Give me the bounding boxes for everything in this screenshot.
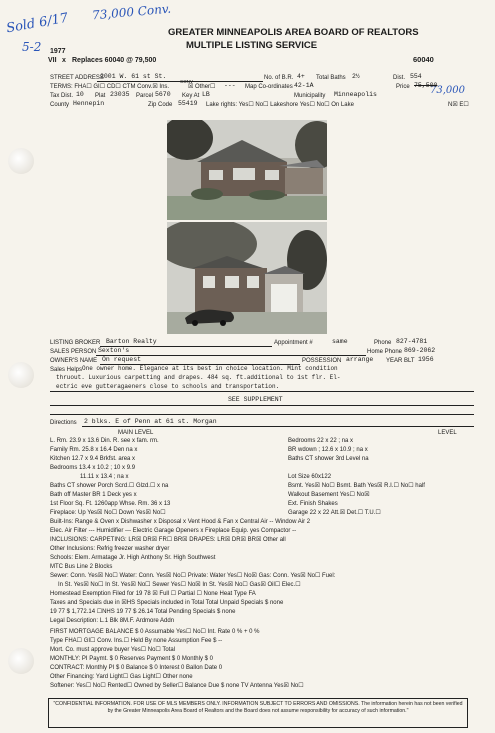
- stamp-mark: x: [62, 57, 66, 64]
- municipality-label: Municipality: [294, 93, 326, 99]
- tax-dist-value: 10: [76, 91, 84, 98]
- punch-hole-middle: [8, 362, 34, 388]
- taxes-row: Taxes and Specials due in ☒HS Specials included in Total Total Unpaid Specials $ none: [50, 600, 284, 606]
- year-built-value: 1956: [418, 356, 434, 363]
- lake-rights: Lake rights: Yes☐ No☐ Lakeshore Yes☐ No☐ On Lake: [206, 102, 354, 108]
- parcel-label: Parcel: [136, 93, 154, 99]
- fireplace-row: Fireplace: Up Yes☒ No☐ Down Yes☒ No☐: [50, 510, 166, 516]
- county-value: Hennepin: [73, 100, 105, 107]
- owner-name-value: On request: [102, 356, 142, 363]
- handwritten-price: 73,000 Conv.: [91, 1, 172, 23]
- house-photo-bottom: [167, 222, 327, 334]
- listing-number: 60040: [413, 55, 434, 64]
- bedrooms-value: 4+: [297, 73, 305, 80]
- appointment-value: same: [332, 338, 348, 345]
- confidential-disclaimer: "CONFIDENTIAL INFORMATION. FOR USE OF MLS MEMBERS ONLY. INFORMATION SUBJECT TO ERRORS AND OMISSIONS. The information herein has not been verified by the Greater Minneapolis Area Board of Realtors and the Board does not assume responsibility for accuracy of such information.": [48, 698, 468, 728]
- schools-row: Schools: Elem. Armatage Jr. High Anthony Sr. High Southwest: [50, 555, 216, 561]
- living-room-row: L. Rm. 23.9 x 13.6 Din. R. see x fam. rm.: [50, 438, 159, 444]
- sales-helps-line2: thruout. Luxurious carpetting and drapes. 484 sq. ft.additional to 1st flr. El-: [56, 374, 341, 381]
- baths-label: Total Baths: [316, 75, 346, 81]
- bedrooms-label: No. of B.R.: [264, 75, 294, 81]
- main-level-label: MAIN LEVEL: [118, 430, 154, 436]
- terms-prefix: TERMS: FHA☐ GI☐ CD☐ CTM Conv.☒ Ins.: [50, 84, 170, 90]
- sales-person-value: Sexton's: [98, 347, 130, 354]
- org-title: GREATER MINNEAPOLIS AREA BOARD OF REALTORS: [168, 27, 419, 38]
- basement-row: Bsmt. Yes☒ No☐ Bsmt. Bath Yes☒ R.I.☐ No☐ half: [288, 483, 425, 489]
- elec-row: Elec. Air Filter --- Humidifier --- Electric Garage Openers x Fireplace Equip. yes Compactor --: [50, 528, 297, 534]
- in-street-row: In St. Yes☒ No☐ In St. Yes☒ No☐ Sewer Yes☐ No☒ In St. Yes☒ No☐ Gas☒ Oil☐ Elec.☐: [58, 582, 301, 588]
- home-phone-label: Home Phone: [367, 349, 403, 355]
- kitchen-row: Kitchen 12.7 x 9.4 Brkfst. area x: [50, 456, 136, 462]
- terms-other-check: ☒ Other☐: [188, 84, 216, 90]
- district-label: Dist.: [393, 75, 405, 81]
- sewer-row: Sewer: Conn. Yes☒ No☐ Water: Conn. Yes☒ No☐ Private: Water Yes☐ No☒ Gas: Conn. Yes☒ No☐ Fuel:: [50, 573, 336, 579]
- taxes-row-2: 19 77 $ 1,772.14 ☐NHS 19 77 $ 26.14 Total Pending Specials $ none: [50, 609, 236, 615]
- mortgage-type-row: Type FHA☐ GI☐ Conv. Ins.☐ Held By none Assumption Fee $ --: [50, 638, 223, 644]
- district-value: 554: [410, 73, 422, 80]
- first-floor-row: 1st Floor Sq. Ft. 1260app Whse. Rm. 36 x 13: [50, 501, 171, 507]
- ns-check: N☒ E☐: [448, 102, 469, 108]
- street-address-value: 2001 W. 61 st St.: [100, 73, 167, 80]
- year-label: 1977: [50, 48, 66, 55]
- terms-conv: CONV: [180, 79, 194, 84]
- possession-label: POSSESSION: [302, 358, 342, 364]
- exterior-row: Ext. Finish Shakes: [288, 501, 338, 507]
- other-inclusions-row: Other Inclusions: Refrig freezer washer dryer: [50, 546, 170, 552]
- walkout-row: Walkout Basement Yes☐ No☒: [288, 492, 370, 498]
- possession-value: arrange: [346, 356, 374, 363]
- handwritten-sold: Sold 6/17: [5, 10, 70, 37]
- owner-name-label: OWNER'S NAME: [50, 358, 98, 364]
- listing-broker-label: LISTING BROKER: [50, 340, 101, 346]
- bedrooms-row-2: 11.11 x 13.4 ; na x: [80, 474, 129, 480]
- baths-value: 2½: [352, 73, 360, 80]
- sales-helps-line1: One owner home. Elegance at its best in choice location. Mint condition: [82, 365, 338, 372]
- sales-person-label: SALES PERSON: [50, 349, 97, 355]
- house-photo-top-image: [167, 120, 327, 220]
- zip-value: 55419: [178, 100, 198, 107]
- lot-size-row: Lot Size 60x122: [288, 474, 332, 480]
- handwritten-price-box: 73,000: [430, 85, 465, 96]
- zip-label: Zip Code: [148, 102, 173, 108]
- appointment-label: Appointment #: [274, 340, 313, 346]
- contract-row: CONTRACT: Monthly PI $ 0 Balance $ 0 Interest 0 Ballon Date 0: [50, 665, 223, 671]
- key-at-value: LB: [202, 91, 210, 98]
- year-built-label: YEAR BLT: [386, 358, 415, 364]
- map-coord-label: Map Co-ordinates: [245, 84, 293, 90]
- municipality-value: Minneapolis: [334, 91, 377, 98]
- lower-bedrooms-row: Bedrooms 22 x 22 ; na x: [288, 438, 354, 444]
- mortgage-buyer-row: Mort. Co. must approve buyer Yes☐ No☐ Total: [50, 647, 176, 653]
- terms-other-value: ---: [224, 82, 236, 89]
- home-phone-value: 869-2062: [404, 347, 436, 354]
- phone-value: 827-4781: [396, 338, 428, 345]
- price-value: 75,500: [414, 82, 438, 89]
- softener-row: Softener: Yes☐ No☐ Rented☐ Owned by Seller☐ Balance Due $ none TV Antenna Yes☒ No☐: [50, 683, 304, 689]
- sales-helps-label: Sales Helps: [50, 367, 83, 373]
- replaces-note: Replaces 60040 @ 79,500: [72, 57, 157, 64]
- monthly-row: MONTHLY: PI Paymt. $ 0 Reserves Payment $ 0 Monthly $ 0: [50, 656, 213, 662]
- listing-broker-value: Barton Realty: [106, 338, 157, 345]
- directions-label: Directions: [50, 420, 77, 426]
- directions-value: 2 blks. E of Penn at 61 st. Morgan: [84, 418, 217, 425]
- service-title: MULTIPLE LISTING SERVICE: [186, 40, 318, 51]
- garage-row: Garage 22 x 22 Att.☒ Det.☐ T.U.☐: [288, 510, 381, 516]
- tax-dist-label: Tax Dist.: [50, 93, 74, 99]
- punch-hole-bottom: [8, 648, 34, 674]
- phone-label: Phone: [374, 340, 392, 346]
- bedrooms-row: Bedrooms 13.4 x 10.2 ; 10 x 9.9: [50, 465, 136, 471]
- family-room-row: Family Rm. 25.8 x 16.4 Den na x: [50, 447, 138, 453]
- level-label: LEVEL: [438, 430, 457, 436]
- lower-bedrooms-row-2: BR wdown ; 12.6 x 10.9 ; na x: [288, 447, 368, 453]
- price-label: Price: [396, 84, 410, 90]
- map-coord-value: 42-1A: [294, 82, 314, 89]
- house-photo-top: [167, 120, 327, 220]
- supplement-note: SEE SUPPLEMENT: [228, 396, 283, 403]
- volume-label: VII: [48, 57, 57, 64]
- county-label: County: [50, 102, 70, 108]
- house-photo-bottom-image: [167, 222, 327, 334]
- inclusions-row: INCLUSIONS: CARPETING: LR☒ DR☒ FR☐ BR☒ DRAPES: LR☒ DR☒ BR☒ Other all: [50, 537, 286, 543]
- plat-value: 23035: [110, 91, 130, 98]
- handwritten-date: 5-2: [22, 40, 42, 54]
- plat-label: Plat: [95, 93, 106, 99]
- sales-helps-line3: ectric eve gutteragaeners close to schools and transportation.: [56, 383, 280, 390]
- homestead-row: Homestead Exemption Filed for 19 78 ☒ Full ☐ Partial ☐ None Heat Type FA: [50, 591, 256, 597]
- punch-hole-top: [8, 148, 34, 174]
- baths-row: Baths CT shower Porch Scrd.☐ Glzd.☐ x na: [50, 483, 169, 489]
- other-financing-row: Other Financing: Yard Light☐ Gas Light☐ Other none: [50, 674, 193, 680]
- parcel-value: 5670: [155, 91, 171, 98]
- lower-baths-row: Baths CT shower 3rd Level na: [288, 456, 369, 462]
- first-mortgage-row: FIRST MORTGAGE BALANCE $ 0 Assumable Yes☐ No☐ Int. Rate 0 % + 0 %: [50, 629, 260, 635]
- master-bath-row: Bath off Master BR 1 Deck yes x: [50, 492, 137, 498]
- key-at-label: Key At: [182, 93, 200, 99]
- built-ins-row: Built-Ins: Range & Oven x Dishwasher x Disposal x Vent Hood & Fan x Central Air -- Window Air 2: [50, 519, 311, 525]
- legal-description-row: Legal Description: L.1 Blk 8M.F. Ardmore Addn: [50, 618, 175, 624]
- bus-line-row: MTC Bus Line 2 Blocks: [50, 564, 113, 570]
- street-address-label: STREET ADDRESS: [50, 75, 104, 81]
